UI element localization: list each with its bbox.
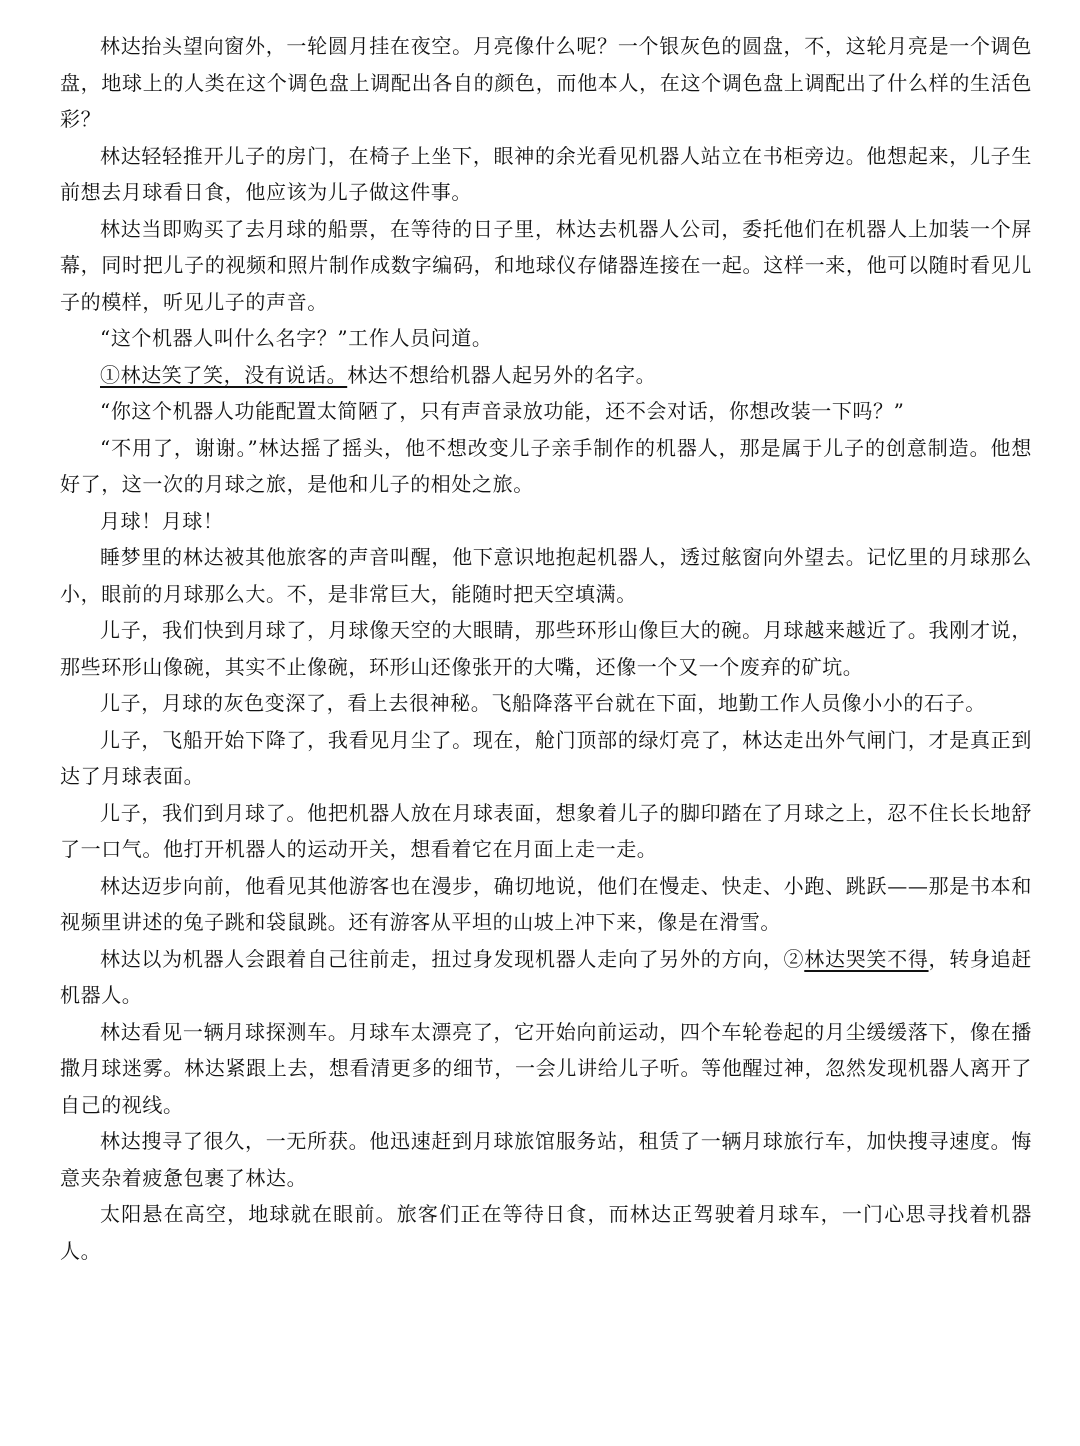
paragraph-1: 林达抬头望向窗外，一轮圆月挂在夜空。月亮像什么呢？一个银灰色的圆盘，不，这轮月亮是一个调色盘，地球上的人类在这个调色盘上调配出各自的颜色，而他本人，在这个调色盘上调配出了什么样的生活色彩？ (60, 34, 1032, 131)
paragraph-15 (60, 941, 1032, 1014)
paragraph-13: 儿子，我们到月球了。他把机器人放在月球表面，想象着儿子的脚印踏在了月球之上，忍不住长长地舒了一口气。他打开机器人的运动开关，想看着它在月面上走一走。 (60, 800, 1032, 861)
paragraph-2: 林达轻轻推开儿子的房门，在椅子上坐下，眼神的余光看见机器人站立在书柜旁边。他想起来，儿子生前想去月球看日食，他应该为儿子做这件事。 (60, 143, 1032, 204)
paragraph-7: “不用了，谢谢。”林达摇了摇头，他不想改变儿子亲手制作的机器人，那是属于儿子的创意制造。他想好了，这一次的月球之旅，是他和儿子的相处之旅。 (60, 435, 1032, 496)
paragraph-4: “这个机器人叫什么名字？”工作人员问道。 (100, 326, 493, 350)
paragraph-17: 林达搜寻了很久，一无所获。他迅速赶到月球旅馆服务站，租赁了一辆月球旅行车，加快搜寻速度。悔意夹杂着疲惫包裹了林达。 (60, 1129, 1032, 1190)
paragraph-15-tail: ，转身追赶机器人。 (60, 946, 1032, 1007)
paragraph-6: “你这个机器人功能配置太简陋了，只有声音录放功能，还不会对话，你想改装一下吗？” (100, 399, 905, 423)
paragraph-3: 林达当即购买了去月球的船票，在等待的日子里，林达去机器人公司，委托他们在机器人上加装一个屏幕，同时把儿子的视频和照片制作成数字编码，和地球仪存储器连接在一起。这样一来，他可以随时看见儿子的模样，听见儿子的声音。 (60, 216, 1032, 314)
paragraph-12: 儿子，飞船开始下降了，我看见月尘了。现在，舱门顶部的绿灯亮了，林达走出外气闸门，才是真正到达了月球表面。 (60, 727, 1032, 788)
paragraph-8: 月球！月球！ (100, 508, 224, 533)
underlined-sentence-1: ①林达笑了笑，没有说话。 (100, 362, 348, 387)
paragraph-18: 太阳悬在高空，地球就在眼前。旅客们正在等待日食，而林达正驾驶着月球车，一门心思寻找着机器人。 (60, 1202, 1032, 1263)
underlined-sentence-2: 林达哭笑不得 (804, 946, 929, 971)
paragraph-5-rest: 林达不想给机器人起另外的名字。 (347, 362, 657, 387)
paragraph-14: 林达迈步向前，他看见其他游客也在漫步，确切地说，他们在慢走、快走、小跑、跳跃——那是书本和视频里讲述的兔子跳和袋鼠跳。还有游客从平坦的山坡上冲下来，像是在滑雪。 (60, 873, 1032, 934)
paragraph-10: 儿子，我们快到月球了，月球像天空的大眼睛，那些环形山像巨大的碗。月球越来越近了。我刚才说，那些环形山像碗，其实不止像碗，环形山还像张开的大嘴，还像一个又一个废弃的矿坑。 (60, 618, 1032, 679)
paragraph-11: 儿子，月球的灰色变深了，看上去很神秘。飞船降落平台就在下面，地勤工作人员像小小的石子。 (100, 691, 986, 715)
paragraph-9: 睡梦里的林达被其他旅客的声音叫醒，他下意识地抱起机器人，透过舷窗向外望去。记忆里的月球那么小，眼前的月球那么大。不，是非常巨大，能随时把天空填满。 (60, 545, 1032, 606)
paragraph-5 (60, 357, 1032, 394)
paragraph-16: 林达看见一辆月球探测车。月球车太漂亮了，它开始向前运动，四个车轮卷起的月尘缓缓落下，像在播撒月球迷雾。林达紧跟上去，想看清更多的细节，一会儿讲给儿子听。等他醒过神，忽然发现机器人离开了自己的视线。 (60, 1019, 1032, 1117)
paragraph-15-lead: 林达以为机器人会跟着自己往前走，扭过身发现机器人走向了另外的方向，② (100, 946, 805, 971)
